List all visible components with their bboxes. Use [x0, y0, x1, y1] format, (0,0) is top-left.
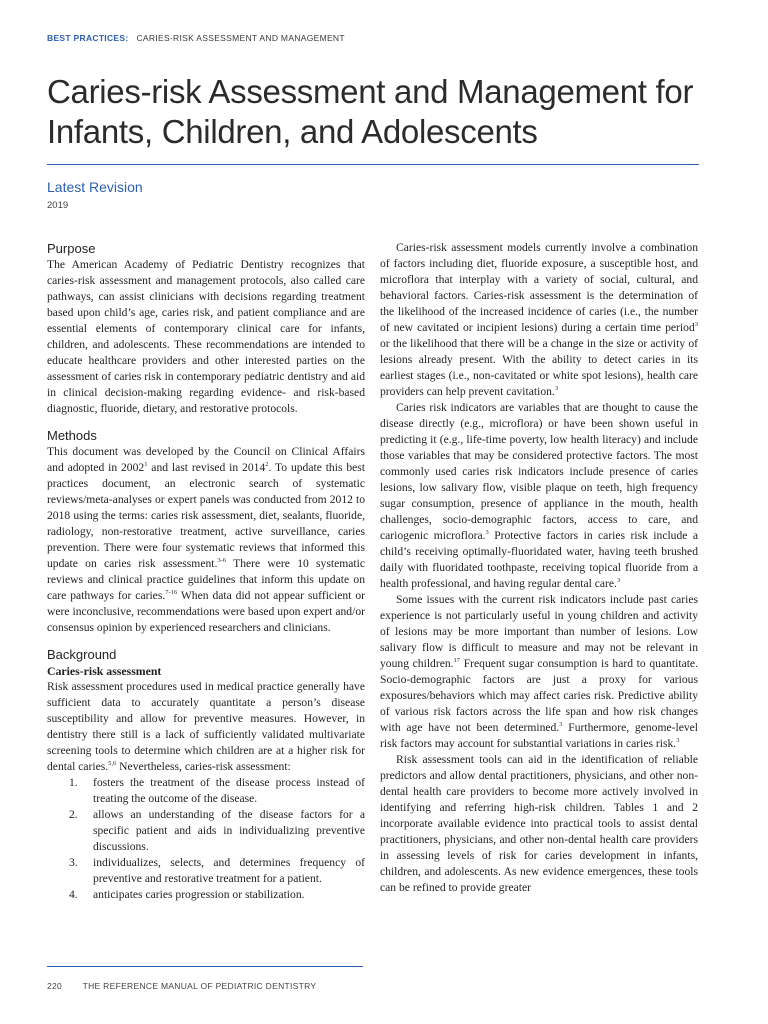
revision-year: 2019: [47, 200, 69, 211]
list-item-text: fosters the treatment of the disease process instead of treating the outcome of the disease.: [93, 776, 365, 805]
citation: 3: [485, 529, 489, 537]
citation: 2: [265, 461, 269, 469]
methods-heading: Methods: [47, 428, 97, 443]
list-item: [47, 887, 365, 903]
citation: 3-6: [217, 557, 227, 565]
list-number: 1.: [69, 776, 78, 789]
revision-heading: Latest Revision: [47, 179, 143, 195]
right-column: [380, 240, 698, 896]
risk-indicators-paragraph: [380, 400, 698, 592]
citation: 3: [554, 385, 559, 393]
purpose-heading: Purpose: [47, 241, 96, 256]
methods-paragraph: [47, 444, 365, 636]
methods-text-1: This document was developed by the Council on Clinical Affairs and adopted in 2002: [47, 445, 365, 474]
citation: 3: [694, 321, 698, 329]
citation: 3: [616, 577, 621, 585]
citation: 5,6: [108, 760, 117, 768]
list-number: 3.: [69, 856, 78, 869]
list-item: [47, 855, 365, 887]
background-text-1: Risk assessment procedures used in medical practice generally have sufficient data to accurately quantitate a person’s disease susceptibility and allow for preventive measures. However, in dentistry there still is a lack of sufficiently validated multivariate screening tools to determine which children are at a higher risk for dental caries.: [47, 680, 365, 773]
running-header-label: BEST PRACTICES:: [47, 33, 129, 43]
purpose-paragraph: The American Academy of Pediatric Dentistry recognizes that caries-risk assessment and management protocols, also called care pathways, can assist clinicians with decisions regarding treatment based upon child’s age, caries risk, and patient compliance and are essential elements of contemporary clinical care for infants, children, and adolescents. These recommendations are intended to educate healthcare providers and other interested parties on the assessment of caries risk in contemporary pediatric dentistry and aid in clinical decision-making regarding evidence- and risk-based diagnostic, fluoride, dietary, and restorative protocols.: [47, 258, 365, 415]
running-header: [47, 33, 345, 43]
paragraph-text: Caries-risk assessment models currently involve a combination of factors including diet, fluoride exposure, a susceptible host, and microflora that interplay with a variety of social, cultural, and behavioral factors. Caries-risk assessment is the determination of the likelihood of the increased incidence of caries (i.e., the number of new cavitated or incipient lesions) during a certain time period: [380, 241, 698, 334]
list-item-text: allows an understanding of the disease factors for a specific patient and aids in individualizing preventive discussions.: [93, 808, 365, 853]
paragraph-text: Frequent sugar consumption is hard to quantitate. Socio-demographic factors are just a proxy for various exposures/behaviors which may affect caries risk. Predictive ability of various risk factors across the life span and how risk changes with age have not been determined.: [380, 657, 698, 734]
document-title: [47, 72, 727, 152]
footer-divider: [47, 966, 363, 967]
background-paragraph: [47, 679, 365, 775]
methods-text-4: There were 10 systematic reviews and clinical practice guidelines that inform this update on care pathways for caries.: [47, 557, 365, 602]
background-text-2: Nevertheless, caries-risk assessment:: [116, 760, 291, 773]
title-divider: [47, 164, 699, 165]
list-item-text: anticipates caries progression or stabilization.: [93, 888, 305, 901]
list-item: [47, 807, 365, 855]
list-number: 2.: [69, 808, 78, 821]
running-header-title: CARIES-RISK ASSESSMENT AND MANAGEMENT: [136, 33, 345, 43]
methods-text-3: . To update this best practices document, an electronic search of systematic reviews/meta-analyses or expert panels was conducted from 2012 to 2018 using the terms: caries risk assessment, diet, sealants, fluoride, radiology, non-restorative treatment, active surveillance, caries prevention. There were four systematic reviews that informed this update on caries risk assessment.: [47, 461, 365, 570]
risk-issues-paragraph: [380, 592, 698, 752]
risk-models-paragraph: [380, 240, 698, 400]
left-column: [47, 240, 365, 903]
paragraph-text: Furthermore, genome-level risk factors may account for substantial variations in caries risk.: [380, 721, 699, 750]
document-title-line-1: Caries-risk Assessment and Management for: [47, 73, 694, 110]
page-number: 220: [47, 981, 63, 991]
list-number: 4.: [69, 888, 78, 901]
citation: 3: [559, 721, 563, 729]
citation: 17: [453, 657, 461, 665]
caries-risk-assessment-subheading: Caries-risk assessment: [47, 664, 162, 678]
citation: 1: [144, 461, 148, 469]
publication-title: THE REFERENCE MANUAL OF PEDIATRIC DENTISTRY: [82, 981, 317, 991]
paragraph-text: or the likelihood that there will be a change in the size or activity of lesions already present. With the ability to detect caries in its earliest stages (i.e., non-cavitated or white spot lesions), health care providers can help prevent cavitation.: [380, 337, 698, 398]
list-item-text: individualizes, selects, and determines frequency of preventive and restorative treatment for a patient.: [93, 856, 365, 885]
document-title-line-2: Infants, Children, and Adolescents: [47, 113, 538, 150]
methods-text-2: and last revised in 2014: [147, 461, 266, 474]
risk-tools-paragraph: Risk assessment tools can aid in the identification of reliable predictors and allow dental practitioners, physicians, and other non-dental health care providers to become more actively involved in identifying and referring high-risk children. Tables 1 and 2 incorporate available evidence into practical tools to assist dental practitioners, physicians, and other non-dental health care providers in assessing levels of risk for caries development in infants, children, and adolescents. As new evidence emergences, these tools can be refined to provide greater: [380, 753, 698, 894]
citation: 3: [676, 737, 680, 745]
paragraph-text: Some issues with the current risk indicators include past caries experience is not particularly useful in young children and activity of lesions may be more important than number of lesions. Low salivary flow is difficult to measure and may not be relevant in young children.: [380, 593, 698, 670]
paragraph-text: Caries risk indicators are variables that are thought to cause the disease directly (e.g., microflora) or have been shown useful in predicting it (e.g., life-time poverty, low health literacy) and include those variables that may be considered protective factors. The most commonly used caries risk indicators include presence of caries lesions, low salivary flow, visible plaque on teeth, high frequency sugar consumption, presence of appliance in the mouth, health challenges, socio-demographic factors, access to care, and cariogenic microflora.: [380, 401, 698, 542]
list-item: [47, 775, 365, 807]
numbered-list: [47, 775, 365, 903]
background-heading: Background: [47, 647, 117, 662]
page-footer: [47, 981, 316, 991]
citation: 7-16: [165, 589, 178, 597]
methods-text-5: When data did not appear sufficient or were inconclusive, recommendations were based upon expert and/or consensus opinion by experienced researchers and clinicians.: [47, 589, 366, 634]
paragraph-text: Protective factors in caries risk include a child’s receiving optimally-fluoridated water, having teeth brushed daily with fluoridated toothpaste, receiving topical fluoride from a health professional, and having regular dental care.: [380, 529, 698, 590]
